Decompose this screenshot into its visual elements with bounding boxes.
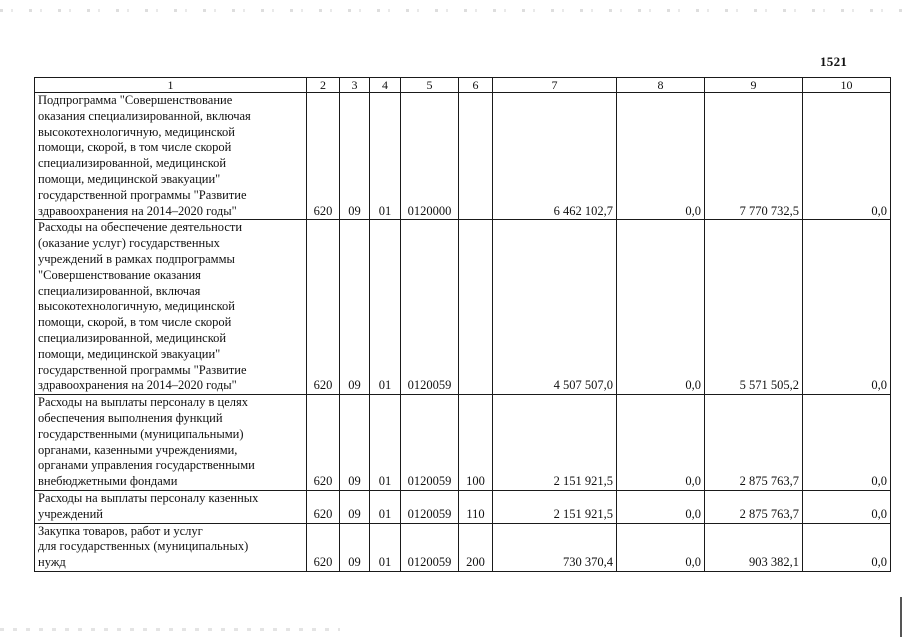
cell-section: 09 [340,490,370,523]
cell-amount-10: 0,0 [803,220,891,395]
column-header-4: 4 [370,78,401,93]
cell-subsection: 01 [370,523,401,571]
column-header-8: 8 [617,78,705,93]
table-row [35,490,891,523]
cell-amount-8: 0,0 [617,220,705,395]
cell-amount-7: 4 507 507,0 [493,220,617,395]
cell-expense-type: 200 [459,523,493,571]
cell-amount-7: 2 151 921,5 [493,490,617,523]
cell-ministry: 620 [307,523,340,571]
scan-edge-top [0,9,905,12]
table-row [35,220,891,395]
column-header-2: 2 [307,78,340,93]
cell-ministry: 620 [307,220,340,395]
cell-amount-10: 0,0 [803,395,891,491]
page-number: 1521 [820,54,848,69]
cell-amount-10: 0,0 [803,523,891,571]
column-header-6: 6 [459,78,493,93]
cell-section: 09 [340,93,370,220]
cell-target-article: 0120059 [401,523,459,571]
cell-amount-9: 5 571 505,2 [705,220,803,395]
cell-subsection: 01 [370,93,401,220]
cell-target-article: 0120059 [401,220,459,395]
scan-edge-bottom [0,628,340,631]
column-header-1: 1 [35,78,307,93]
row-name: Подпрограмма "Совершенствование оказания специализированной, включая высокотехнологичную, медицинской помощи, скорой, в том числе скорой специализированной, медицинской помощи, медицинской эвакуации" государственной программы "Развитие здравоохранения на 2014–2020 годы" [35,93,307,220]
cell-amount-10: 0,0 [803,490,891,523]
cell-expense-type: 110 [459,490,493,523]
column-header-3: 3 [340,78,370,93]
row-name: Расходы на обеспечение деятельности (оказание услуг) государственных учреждений в рамках подпрограммы "Совершенствование оказания специализированной, включая высокотехнологичную, медицинской помощи, скорой, в том числе скорой специализированной, медицинской помощи, медицинской эвакуации" государственной программы "Развитие здравоохранения на 2014–2020 годы" [35,220,307,395]
cell-subsection: 01 [370,395,401,491]
row-name: Расходы на выплаты персоналу в целях обеспечения выполнения функций государственными (муниципальными) органами, казенными учреждениями, органами управления государственными внебюджетными фондами [35,395,307,491]
cell-ministry: 620 [307,93,340,220]
cell-amount-10: 0,0 [803,93,891,220]
cell-amount-8: 0,0 [617,523,705,571]
cell-target-article: 0120059 [401,395,459,491]
cell-amount-9: 903 382,1 [705,523,803,571]
budget-table [34,77,891,572]
cell-target-article: 0120000 [401,93,459,220]
cell-expense-type [459,220,493,395]
cell-amount-8: 0,0 [617,490,705,523]
row-name: Закупка товаров, работ и услуг для государственных (муниципальных) нужд [35,523,307,571]
cell-target-article: 0120059 [401,490,459,523]
cell-amount-9: 2 875 763,7 [705,395,803,491]
cell-amount-7: 730 370,4 [493,523,617,571]
header-row [35,78,891,93]
table-row [35,395,891,491]
cell-amount-7: 6 462 102,7 [493,93,617,220]
column-header-5: 5 [401,78,459,93]
cell-expense-type [459,93,493,220]
cell-section: 09 [340,523,370,571]
cell-amount-9: 2 875 763,7 [705,490,803,523]
column-header-10: 10 [803,78,891,93]
column-header-7: 7 [493,78,617,93]
cell-amount-7: 2 151 921,5 [493,395,617,491]
table-row [35,523,891,571]
cell-amount-8: 0,0 [617,93,705,220]
scan-edge-right [900,597,902,637]
cell-subsection: 01 [370,490,401,523]
cell-subsection: 01 [370,220,401,395]
cell-ministry: 620 [307,490,340,523]
cell-amount-8: 0,0 [617,395,705,491]
cell-section: 09 [340,220,370,395]
cell-amount-9: 7 770 732,5 [705,93,803,220]
cell-ministry: 620 [307,395,340,491]
table-row [35,93,891,220]
row-name: Расходы на выплаты персоналу казенных учреждений [35,490,307,523]
cell-expense-type: 100 [459,395,493,491]
column-header-9: 9 [705,78,803,93]
cell-section: 09 [340,395,370,491]
